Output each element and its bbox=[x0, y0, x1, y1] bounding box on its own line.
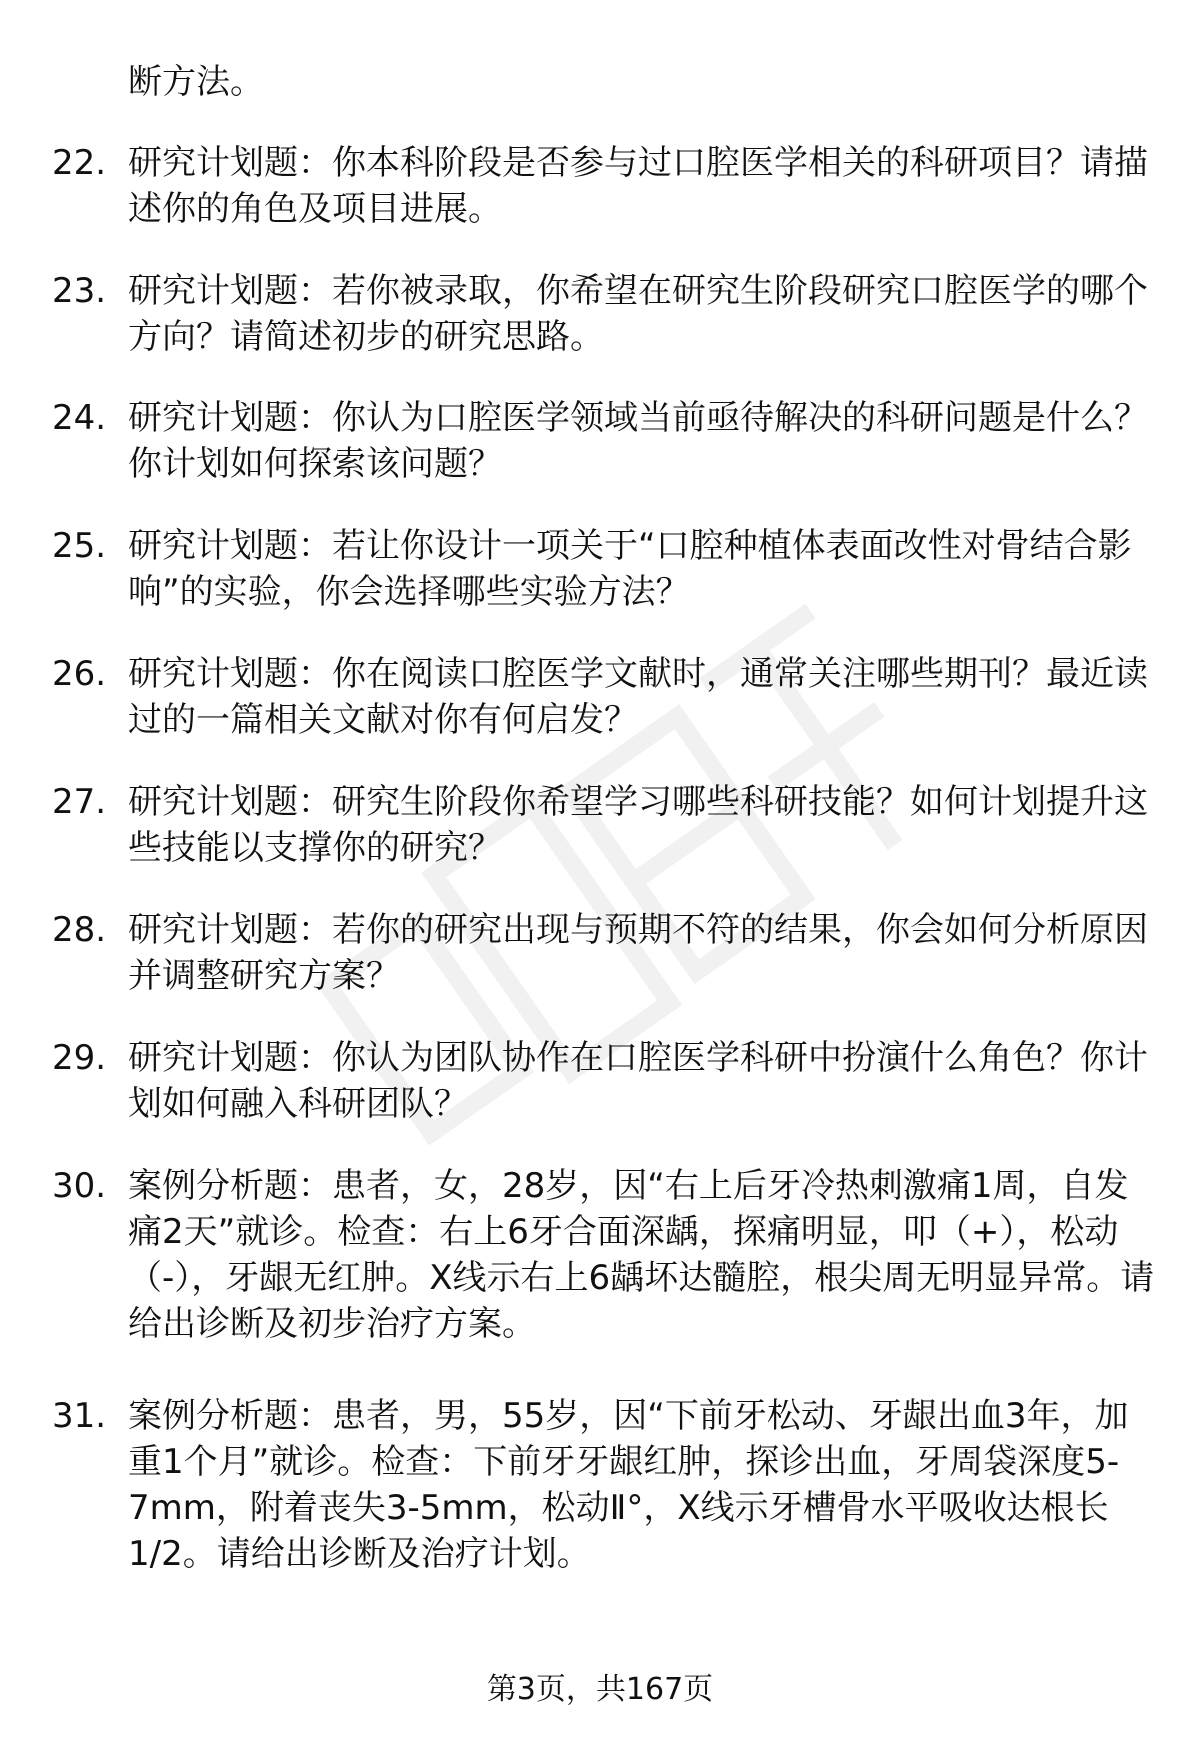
question-text: 研究计划题：若让你设计一项关于“口腔种植体表面改性对骨结合影响”的实验，你会选择哪些实验方法？ bbox=[128, 526, 1132, 612]
question-text: 研究计划题：研究生阶段你希望学习哪些科研技能？如何计划提升这些技能以支撑你的研究？ bbox=[128, 782, 1148, 868]
question-number: 24. bbox=[52, 398, 107, 438]
question-text: 研究计划题：若你的研究出现与预期不符的结果，你会如何分析原因并调整研究方案？ bbox=[128, 910, 1148, 996]
question-number: 23. bbox=[52, 271, 107, 311]
question-text: 研究计划题：若你被录取，你希望在研究生阶段研究口腔医学的哪个方向？请简述初步的研究思路。 bbox=[128, 271, 1148, 357]
question-text: 研究计划题：你认为口腔医学领域当前亟待解决的科研问题是什么？你计划如何探索该问题？ bbox=[128, 398, 1148, 484]
question-number: 29. bbox=[52, 1038, 107, 1078]
question-number: 25. bbox=[52, 526, 107, 566]
question-number: 22. bbox=[52, 143, 107, 183]
question-number: 31. bbox=[52, 1396, 107, 1436]
question-number: 30. bbox=[52, 1166, 107, 1206]
question-text: 研究计划题：你认为团队协作在口腔医学科研中扮演什么角色？你计划如何融入科研团队？ bbox=[128, 1038, 1148, 1124]
question-number: 26. bbox=[52, 654, 107, 694]
question-number: 28. bbox=[52, 910, 107, 950]
continuation-text: 断方法。 bbox=[128, 62, 264, 102]
page-footer: 第3页，共167页 bbox=[486, 1672, 714, 1707]
question-number: 27. bbox=[52, 782, 107, 822]
question-text: 案例分析题：患者，女，28岁，因“右上后牙冷热刺激痛1周，自发痛2天”就诊。检查：右上6牙合面深龋，探痛明显，叩（+），松动（-），牙龈无红肿。X线示右上6龋坏达髓腔，根尖周无明显异常。请给出诊断及初步治疗方案。 bbox=[128, 1166, 1155, 1344]
question-text: 研究计划题：你本科阶段是否参与过口腔医学相关的科研项目？请描述你的角色及项目进展。 bbox=[128, 143, 1148, 229]
question-text: 案例分析题：患者，男，55岁，因“下前牙松动、牙龈出血3年，加重1个月”就诊。检查：下前牙牙龈红肿，探诊出血，牙周袋深度5-7mm，附着丧失3-5mm，松动Ⅱ°，X线示牙槽骨水平吸收达根长1/2。请给出诊断及治疗计划。 bbox=[128, 1396, 1129, 1574]
question-text: 研究计划题：你在阅读口腔医学文献时，通常关注哪些期刊？最近读过的一篇相关文献对你有何启发？ bbox=[128, 654, 1148, 740]
